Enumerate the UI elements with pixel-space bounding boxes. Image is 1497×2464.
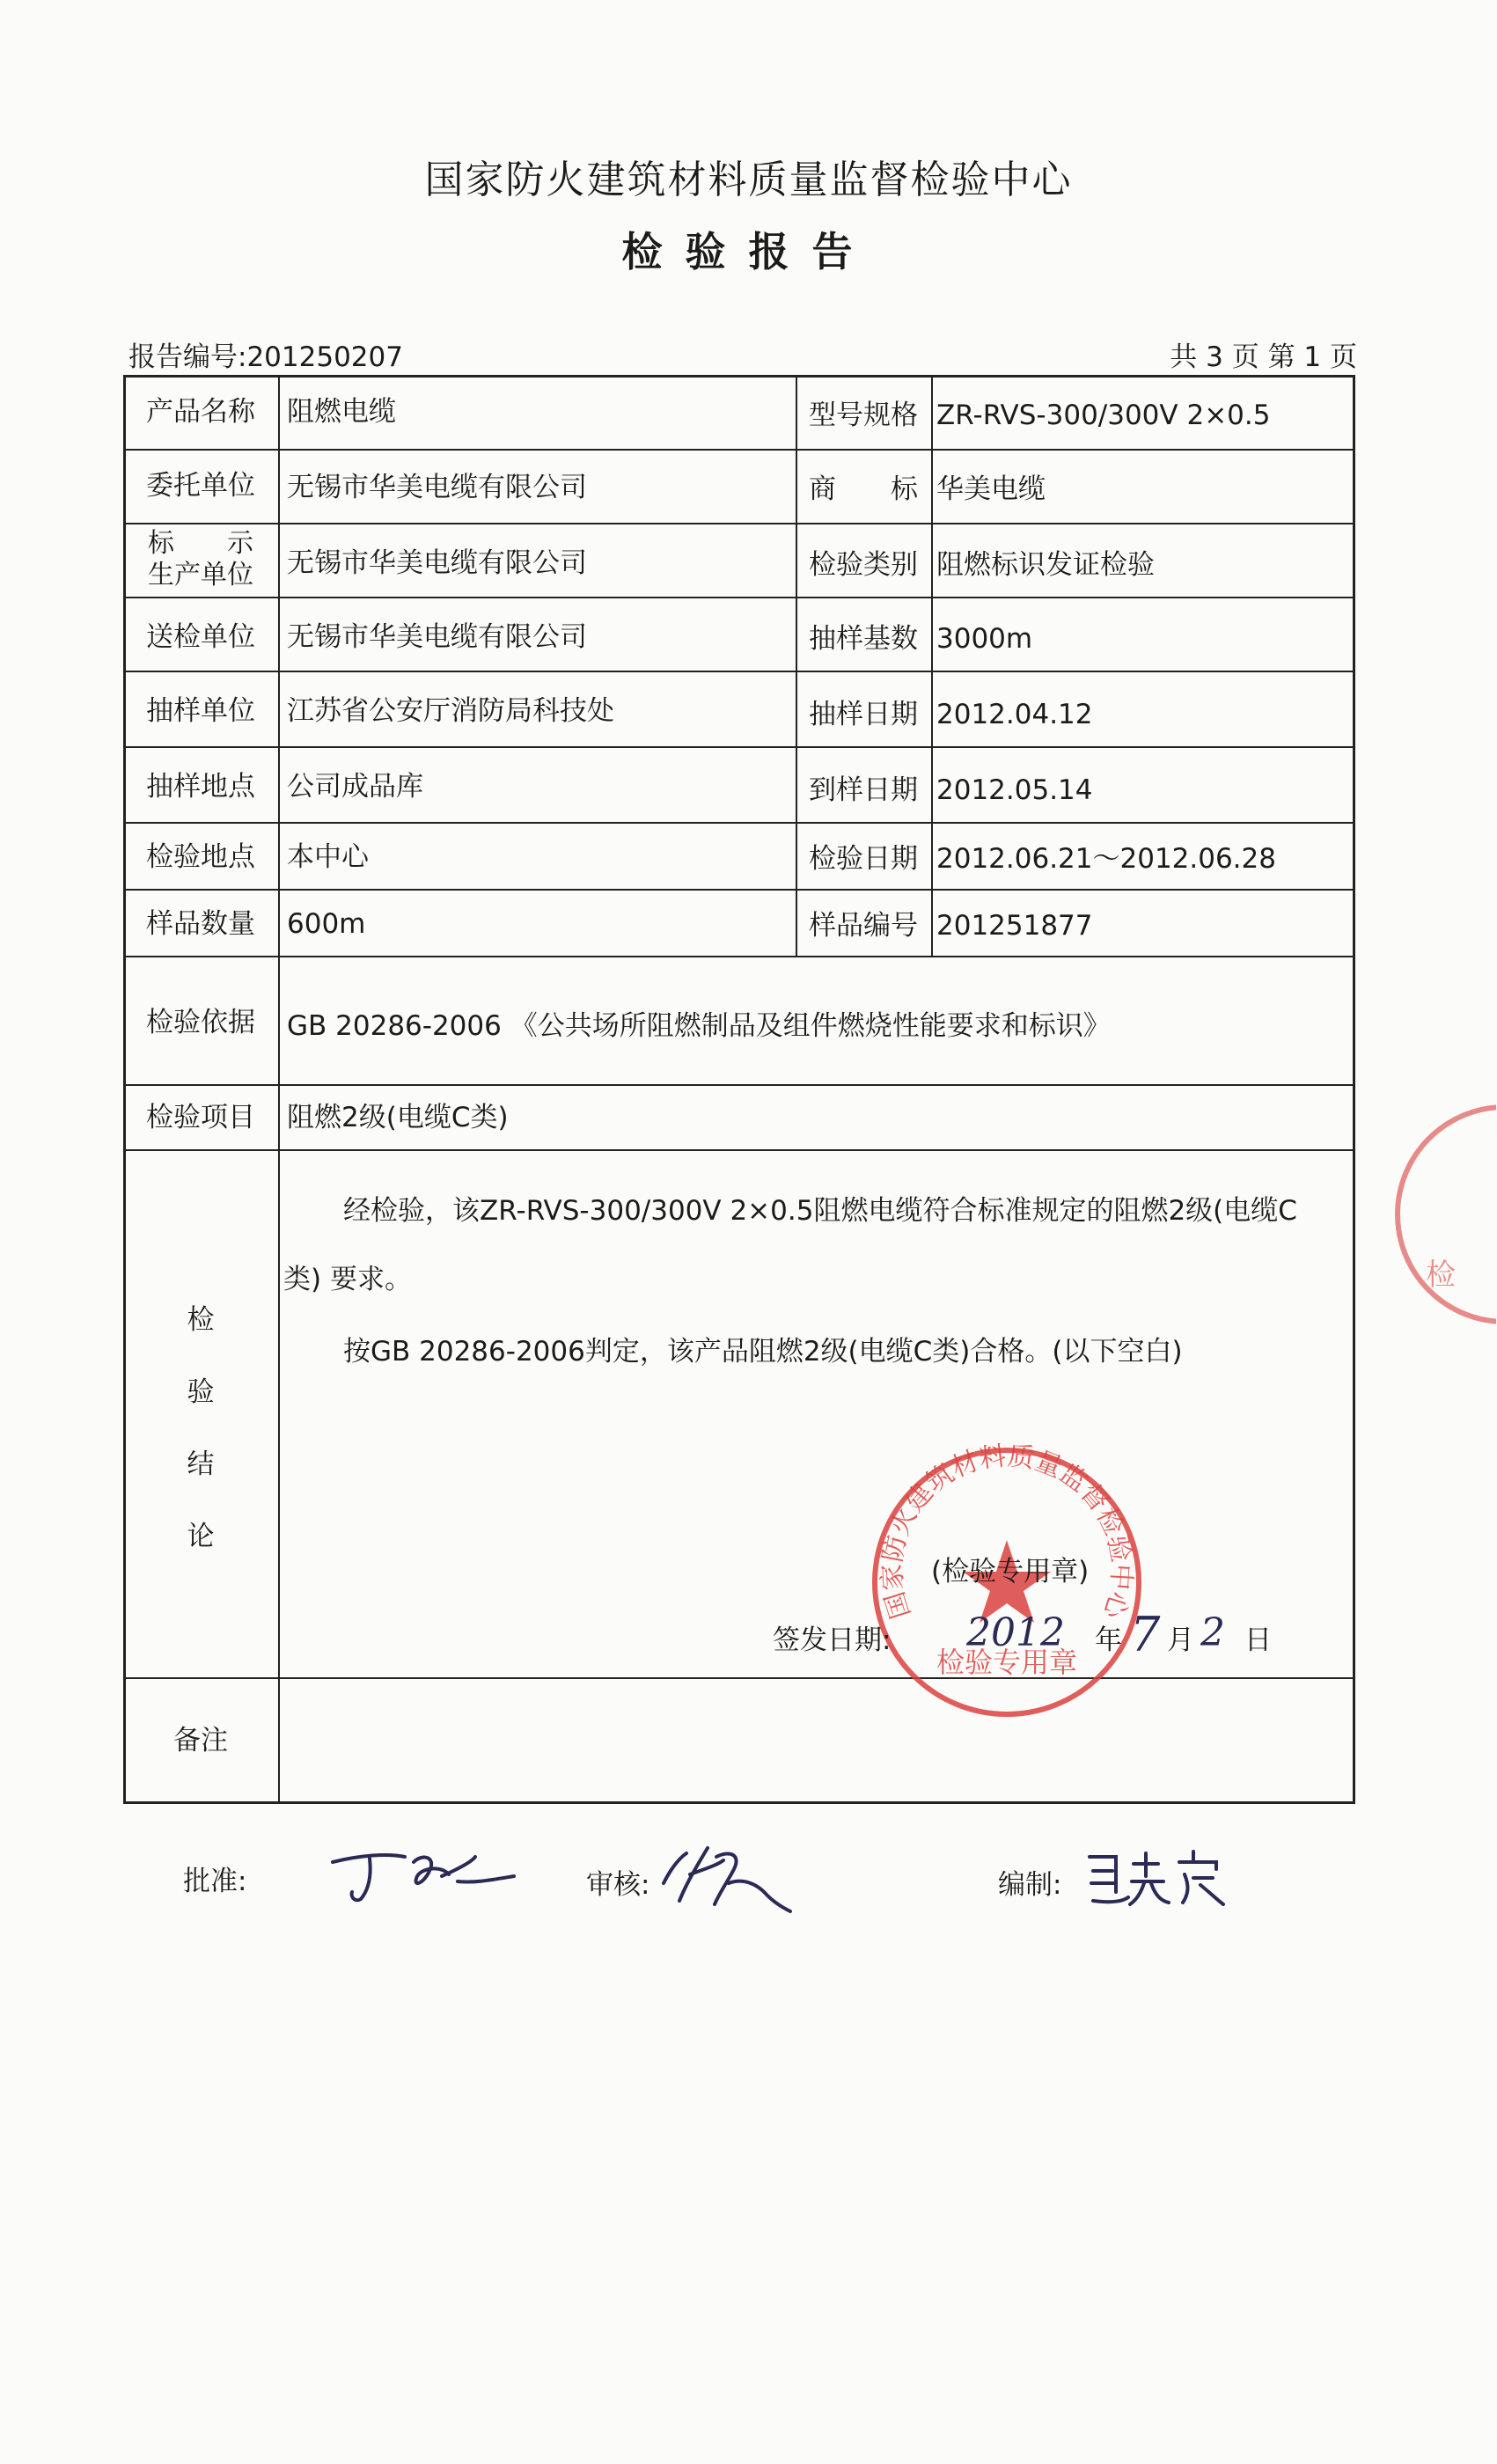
report-table — [123, 375, 1355, 1804]
sign-day: 2 — [1200, 1610, 1225, 1655]
sample-base-label: 抽样基数 — [809, 623, 918, 655]
conclusion-line-2: 类) 要求。 — [283, 1264, 412, 1295]
review-label: 审核: — [586, 1869, 650, 1901]
column-divider — [931, 375, 933, 956]
test-items-value: 阻燃2级(电缆C类) — [287, 1102, 509, 1133]
manufacturer-label — [123, 528, 278, 591]
inspection-type-label: 检验类别 — [809, 549, 918, 581]
compile-label: 编制: — [998, 1869, 1062, 1901]
arrival-date-value: 2012.05.14 — [936, 774, 1093, 806]
test-location-label: 检验地点 — [146, 841, 255, 873]
report-number-value: 201250207 — [246, 341, 403, 373]
test-date-label: 检验日期 — [809, 843, 918, 875]
month-char: 月 — [1167, 1624, 1194, 1656]
trademark-value: 华美电缆 — [936, 473, 1046, 505]
sampling-date-label: 抽样日期 — [809, 699, 918, 730]
manufacturer-label-line2: 生产单位 — [148, 560, 253, 590]
conclusion-line-1: 经检验，该ZR-RVS-300/300V 2×0.5阻燃电缆符合标准规定的阻燃2级(电缆C — [343, 1195, 1297, 1227]
test-items-label: 检验项目 — [146, 1102, 255, 1133]
model-spec-label: 型号规格 — [809, 400, 918, 431]
sign-date-label: 签发日期: — [773, 1624, 892, 1656]
sample-base-value: 3000m — [936, 623, 1033, 655]
manufacturer-label-line1: 标 示 — [148, 528, 253, 559]
conclusion-line-3: 按GB 20286-2006判定，该产品阻燃2级(电缆C类)合格。(以下空白) — [343, 1336, 1183, 1368]
conclusion-label-char: 结 — [187, 1448, 215, 1480]
stamp-arc-text: 国家防火建筑材料质量监督检验中心 — [877, 1441, 1137, 1623]
row-divider — [123, 671, 1355, 672]
edge-stamp-crop — [1373, 1100, 1496, 1329]
report-number — [128, 334, 403, 374]
sampling-location-label: 抽样地点 — [146, 771, 255, 803]
sample-number-value: 201251877 — [936, 910, 1093, 942]
row-divider — [123, 523, 1355, 524]
approve-signature — [326, 1836, 519, 1906]
row-divider — [123, 822, 1355, 824]
row-divider — [123, 449, 1355, 451]
model-spec-value: ZR-RVS-300/300V 2×0.5 — [936, 400, 1271, 431]
manufacturer-value: 无锡市华美电缆有限公司 — [287, 547, 587, 579]
test-basis-label: 检验依据 — [146, 1007, 255, 1038]
test-location-value: 本中心 — [287, 841, 369, 873]
product-name-value: 阻燃电缆 — [287, 396, 396, 428]
arrival-date-label: 到样日期 — [809, 774, 918, 806]
client-unit-label: 委托单位 — [146, 470, 255, 502]
day-char: 日 — [1244, 1624, 1272, 1656]
edge-stamp-text: 检 — [1426, 1258, 1456, 1293]
sampling-unit-value: 江苏省公安厅消防局科技处 — [287, 695, 614, 727]
column-divider — [278, 375, 280, 1804]
sample-quantity-label: 样品数量 — [146, 908, 255, 940]
row-divider — [123, 889, 1355, 891]
sign-month: 7 — [1130, 1607, 1161, 1662]
conclusion-label-char: 检 — [187, 1304, 215, 1336]
review-signature — [655, 1830, 796, 1918]
test-date-value: 2012.06.21～2012.06.28 — [936, 843, 1276, 875]
approve-label: 批准: — [183, 1866, 247, 1897]
seal-note: (检验专用章) — [931, 1556, 1090, 1588]
sampling-location-value: 公司成品库 — [287, 771, 423, 803]
remarks-label: 备注 — [173, 1725, 228, 1756]
compile-signature — [1081, 1839, 1257, 1910]
year-char: 年 — [1095, 1624, 1122, 1656]
organization-title: 国家防火建筑材料质量监督检验中心 — [424, 158, 1073, 202]
conclusion-label-char: 验 — [187, 1376, 215, 1408]
sign-year: 2012 — [966, 1610, 1065, 1655]
inspection-type-value: 阻燃标识发证检验 — [936, 549, 1155, 581]
report-number-label: 报告编号: — [128, 341, 247, 373]
row-divider — [123, 1677, 1355, 1679]
sampling-date-value: 2012.04.12 — [936, 699, 1093, 730]
sample-quantity-value: 600m — [287, 908, 366, 940]
submitter-label: 送检单位 — [146, 621, 255, 653]
test-basis-value: GB 20286-2006 《公共场所阻燃制品及组件燃烧性能要求和标识》 — [287, 1010, 1111, 1042]
row-divider — [123, 956, 1355, 957]
client-unit-value: 无锡市华美电缆有限公司 — [287, 472, 587, 503]
submitter-value: 无锡市华美电缆有限公司 — [287, 621, 587, 653]
report-title: 检验报告 — [621, 228, 876, 275]
stamp-bottom-text: 检验专用章 — [936, 1646, 1078, 1679]
row-divider — [123, 746, 1355, 748]
sample-number-label: 样品编号 — [809, 910, 918, 942]
trademark-label: 商 标 — [809, 473, 918, 505]
row-divider — [123, 597, 1355, 598]
product-name-label: 产品名称 — [146, 396, 255, 428]
conclusion-label-char: 论 — [187, 1521, 215, 1552]
edge-stamp — [1373, 1100, 1496, 1329]
sampling-unit-label: 抽样单位 — [146, 695, 255, 727]
page-info: 共 3 页 第 1 页 — [1170, 341, 1357, 373]
row-divider — [123, 1149, 1355, 1151]
row-divider — [123, 1084, 1355, 1086]
